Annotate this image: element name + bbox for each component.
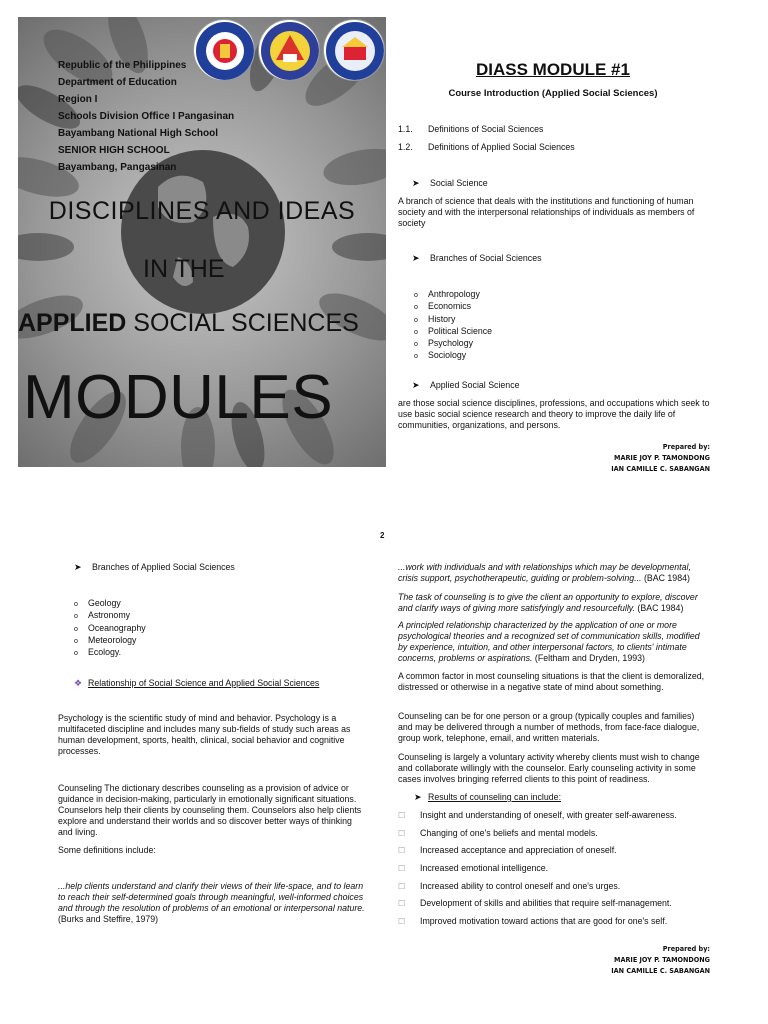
checkbox-icon: ☐ (398, 828, 406, 838)
list-item-label: Insight and understanding of oneself, with greater self-awareness. (420, 810, 677, 820)
toc-item (398, 124, 543, 134)
relationship-heading (74, 678, 319, 689)
module-title: DIASS MODULE #1 (476, 60, 630, 79)
toc-number: 1.2. (398, 142, 413, 152)
quote-citation: (BAC 1984) (641, 573, 690, 583)
psychology-paragraph: Psychology is the scientific study of mind and behavior. Psychology is a multifaceted discipline and includes many sub-fields of study such areas as human development, sports, health, clinical, social behavior and cognitive processes. (58, 713, 351, 756)
header-line: Bayambang National High School (58, 128, 219, 139)
cover-title-line3 (18, 309, 359, 338)
toc-item (398, 142, 575, 152)
cover-image (18, 17, 386, 467)
quote-bac-1 (398, 562, 710, 584)
quote-feltham (398, 620, 710, 664)
list-item-label: Improved motivation toward actions that are good for one's self. (420, 916, 668, 927)
list-item: o Psychology (414, 338, 492, 350)
toc-label: Definitions of Applied Social Sciences (428, 142, 575, 152)
cover-title-applied: APPLIED (18, 309, 127, 337)
list-item: o Economics (414, 301, 492, 313)
branches-list (414, 289, 492, 363)
list-item: o Astronomy (74, 610, 146, 622)
header-line: SENIOR HIGH SCHOOL (58, 145, 170, 156)
heading-label: Branches of Social Sciences (430, 253, 542, 263)
checkbox-icon: ☐ (398, 846, 406, 856)
list-item (398, 810, 677, 828)
cover-title-social-sciences: SOCIAL SCIENCES (126, 309, 359, 337)
arrow-icon: ➤ (412, 178, 420, 188)
cover-title-line1: DISCIPLINES AND IDEAS (48, 197, 356, 225)
diamond-bullet-icon: ❖ (74, 678, 83, 688)
cover-title-modules: MODULES (23, 363, 334, 432)
page-number: 2 (380, 531, 385, 540)
prepared-by-label: Prepared by: (662, 944, 710, 953)
list-item: o Meteorology (74, 635, 146, 647)
heading-label: Social Science (430, 178, 488, 188)
arrow-icon: ➤ (412, 380, 420, 390)
list-item-label: Increased emotional intelligence. (420, 863, 549, 874)
voluntary-paragraph: Counseling is largely a voluntary activity whereby clients must wish to change and collaborate willingly with the counselor. Early counseling activity in some cases involves bringing referred clients to this point of readiness. (398, 752, 700, 784)
results-heading (398, 792, 561, 803)
list-item (398, 881, 677, 899)
quote-bac-2 (398, 592, 710, 614)
some-definitions-label: Some definitions include: (58, 845, 156, 855)
branches-heading (412, 253, 542, 264)
list-item (398, 863, 677, 881)
prepared-by-label: Prepared by: (662, 442, 710, 451)
social-science-definition: A branch of science that deals with the institutions and functioning of human society and with the interpersonal relationships of individuals as members of society (398, 196, 695, 228)
header-line: Republic of the Philippines (58, 60, 187, 71)
cover-title-line2: IN THE (143, 255, 225, 283)
author-name: IAN CAMILLE C. SABANGAN (611, 464, 710, 473)
header-line: Bayambang, Pangasinan (58, 162, 177, 173)
list-item (398, 845, 677, 863)
quote-citation: (Burks and Steffire, 1979) (58, 914, 159, 924)
list-item: o Oceanography (74, 623, 146, 635)
list-item: o Anthropology (414, 289, 492, 301)
header-line: Schools Division Office I Pangasinan (58, 111, 235, 122)
module-subtitle: Course Introduction (Applied Social Sciences) (448, 88, 658, 99)
header-line: Department of Education (58, 77, 177, 88)
one-person-paragraph: Counseling can be for one person or a group (typically couples and families) and may be delivered through a number of methods, from face-face dialogue, group work, telephone, email, and written materials. (398, 711, 700, 743)
quote-text: ...help clients understand and clarify their views of their life-space, and to learn to reach their self-determined goals through meaningful, well-informed choices and through the resolution of problems of an emotional or interpersonal nature. (58, 881, 365, 913)
arrow-icon: ➤ (414, 792, 422, 802)
list-item: o Political Science (414, 326, 492, 338)
list-item: o Ecology. (74, 647, 146, 659)
heading-label: Relationship of Social Science and Applied Social Sciences (88, 678, 320, 688)
prepared-by-block (540, 943, 710, 976)
heading-label: Branches of Applied Social Sciences (92, 562, 235, 572)
list-item (398, 828, 677, 846)
results-list (398, 810, 677, 934)
checkbox-icon: ☐ (398, 917, 406, 927)
branches-applied-heading (74, 562, 235, 573)
quote-citation: (Feltham and Dryden, 1993) (532, 653, 645, 663)
quote-text: ...work with individuals and with relationships which may be developmental, crisis support, psychotherapeutic, guiding or problem-solving... (398, 562, 691, 583)
applied-definition: are those social science disciplines, professions, and occupations which seek to use basic social science research and theory to improve the daily life of communities, organizations, and persons. (398, 398, 710, 430)
list-item-label: Increased ability to control oneself and one's urges. (420, 880, 621, 891)
applied-heading (412, 380, 520, 391)
arrow-icon: ➤ (412, 253, 420, 263)
list-item: o History (414, 314, 492, 326)
checkbox-icon: ☐ (398, 881, 406, 891)
arrow-icon: ➤ (74, 562, 82, 572)
list-item: o Sociology (414, 350, 492, 362)
checkbox-icon: ☐ (398, 864, 406, 874)
list-item-label: Development of skills and abilities that require self-management. (420, 898, 672, 909)
list-item (398, 916, 677, 934)
branches-applied-list (74, 598, 146, 659)
social-science-heading (412, 178, 488, 189)
quote-text: A principled relationship characterized by the application of one or more psychological theories and a recognized set of communication skills, modified by experience, intuition, and other interpersonal factors, to clients' intimate concerns, problems or aspirations. (398, 620, 700, 663)
counseling-paragraph: Counseling The dictionary describes counseling as a provision of advice or guidance in decision-making, particularly in emotionally significant situations. Counselors help their clients by counseling them. Counselors also help clients explore and understand their worlds and so discover better ways of thinking and living. (58, 783, 362, 837)
checkbox-icon: ☐ (398, 811, 406, 820)
list-item-label: Increased acceptance and appreciation of oneself. (420, 845, 617, 856)
list-item (398, 898, 677, 916)
sdo-pangasinan-logo (258, 19, 320, 81)
checkbox-icon: ☐ (398, 899, 406, 909)
author-name: MARIE JOY P. TAMONDONG (614, 453, 710, 462)
quote-citation: (BAC 1984) (634, 603, 684, 613)
toc-label: Definitions of Social Sciences (428, 124, 544, 134)
quote-text: The task of counseling is to give the client an opportunity to explore, discover and clarify ways of giving more satisfyingly and resourcefully. (398, 592, 698, 613)
header-line: Region I (58, 94, 98, 105)
heading-label: Applied Social Science (430, 380, 520, 390)
author-name: IAN CAMILLE C. SABANGAN (611, 966, 710, 975)
school-header (58, 57, 234, 176)
bnhs-logo (323, 19, 385, 81)
heading-label: Results of counseling can include: (428, 792, 562, 802)
prepared-by-block (540, 441, 710, 474)
toc-number: 1.1. (398, 124, 413, 134)
list-item: o Geology (74, 598, 146, 610)
common-factor-paragraph: A common factor in most counseling situations is that the client is demoralized, distressed or otherwise in a negative state of mind about something. (398, 671, 705, 692)
author-name: MARIE JOY P. TAMONDONG (614, 955, 710, 964)
quote-burks (58, 881, 368, 925)
list-item-label: Changing of one's beliefs and mental models. (420, 827, 598, 838)
